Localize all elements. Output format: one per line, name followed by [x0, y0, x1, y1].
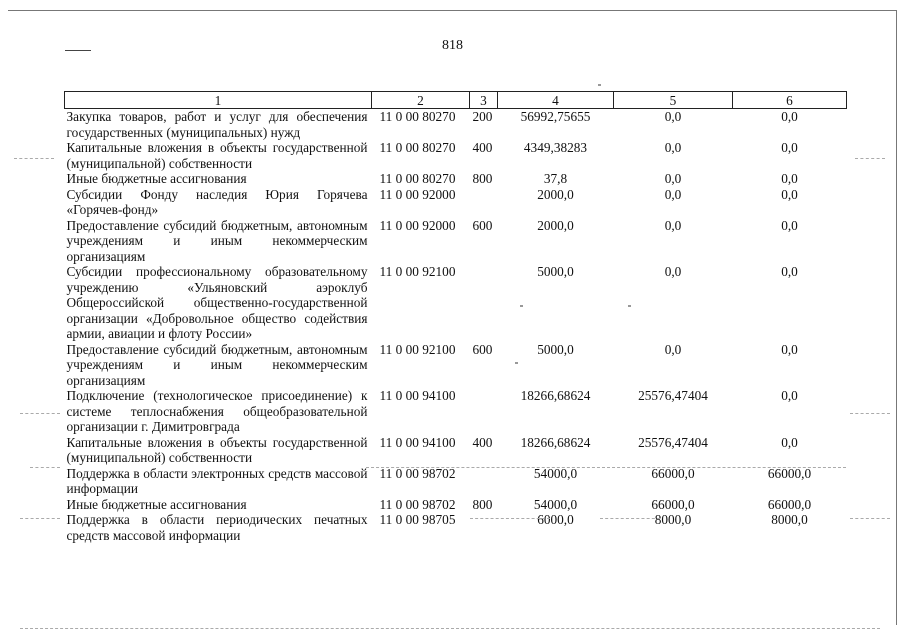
cell-value-col4: 5000,0 [537, 341, 574, 357]
cell-name: Капитальные вложения в объекты государственной (муниципальной) собственности [66, 434, 368, 465]
cell-expense-type [470, 264, 498, 342]
cell-value-col6: 8000,0 [771, 512, 808, 527]
cell-code: 11 0 00 98702 [379, 496, 456, 512]
cell-code: 11 0 00 92000 [379, 217, 456, 233]
cell-value-col5: 66000,0 [651, 496, 695, 512]
table-row [65, 388, 847, 435]
cell-value-col5: 25576,47404 [638, 434, 708, 450]
header-col-2: 2 [372, 92, 470, 109]
scan-artifact [520, 305, 523, 307]
cell-name: Предоставление субсидий бюджетным, автономным учреждениям и иным некоммерческим организациям [66, 217, 368, 264]
table-row [65, 342, 847, 389]
header-col-6: 6 [733, 92, 847, 109]
table-header-row [65, 92, 847, 109]
header-col-5: 5 [614, 92, 733, 109]
cell-expense-type: 400 [472, 140, 493, 155]
cell-code: 11 0 00 80270 [379, 140, 456, 155]
cell-code: 11 0 00 92000 [379, 186, 456, 202]
cell-code: 11 0 00 98702 [379, 465, 456, 481]
cell-value-col4: 56992,75655 [520, 109, 591, 124]
cell-name: Подключение (технологическое присоединение) к системе теплоснабжения общеобразовательной организации г. Димитровграда [66, 388, 368, 434]
cell-code: 11 0 00 94100 [379, 388, 456, 403]
page-number: 818 [442, 38, 463, 53]
cell-code: 11 0 00 98705 [379, 512, 456, 527]
cell-expense-type: 400 [472, 434, 493, 450]
scan-artifact [20, 413, 60, 414]
scan-artifact [366, 467, 846, 468]
cell-name: Субсидии Фонду наследия Юрия Горячева «Горячев-фонд» [66, 186, 368, 217]
scan-artifact [628, 305, 631, 307]
scan-artifact [515, 362, 518, 364]
cell-code: 11 0 00 92100 [379, 264, 456, 279]
scan-artifact [14, 158, 54, 159]
cell-expense-type [470, 466, 498, 497]
cell-expense-type: 200 [472, 109, 493, 124]
cell-value-col5: 25576,47404 [638, 388, 708, 403]
cell-value-col6: 0,0 [781, 140, 798, 155]
table-row [65, 218, 847, 265]
cell-expense-type: 600 [472, 341, 493, 357]
cell-value-col6: 0,0 [781, 341, 798, 357]
cell-expense-type: 600 [472, 217, 493, 233]
cell-value-col6: 0,0 [781, 186, 798, 202]
cell-value-col5: 0,0 [664, 341, 682, 357]
scan-artifact [30, 467, 60, 468]
cell-value-col4: 54000,0 [533, 496, 578, 512]
header-col-4: 4 [498, 92, 614, 109]
cell-value-col5: 0,0 [664, 264, 682, 279]
table-row [65, 497, 847, 513]
cell-value-col4: 2000,0 [537, 217, 574, 233]
cell-value-col5: 66000,0 [651, 465, 695, 481]
cell-name: Субсидии профессиональному образовательному учреждению «Ульяновский аэроклуб Общероссийской общественно-государственной организации «Добровольное общество содействия армии, авиации и флоту России» [66, 264, 368, 341]
cell-name: Иные бюджетные ассигнования [66, 496, 247, 512]
cell-value-col4: 18266,68624 [520, 434, 591, 450]
header-col-3: 3 [470, 92, 498, 109]
cell-value-col4: 4349,38283 [523, 140, 588, 155]
cell-code: 11 0 00 80270 [379, 109, 456, 124]
cell-expense-type [470, 187, 498, 218]
cell-code: 11 0 00 92100 [379, 341, 456, 357]
page-border-top [8, 10, 897, 11]
cell-value-col4: 5000,0 [537, 264, 574, 279]
cell-value-col5: 0,0 [664, 140, 682, 155]
table-row [65, 264, 847, 342]
header-col-1: 1 [65, 92, 372, 109]
cell-value-col6: 0,0 [781, 264, 798, 279]
cell-value-col6: 66000,0 [767, 496, 812, 512]
table-row [65, 187, 847, 218]
table-row [65, 512, 847, 543]
table-row [65, 140, 847, 171]
table-row [65, 466, 847, 497]
table-row [65, 435, 847, 466]
scan-artifact [850, 518, 890, 519]
cell-name: Иные бюджетные ассигнования [66, 171, 247, 186]
cell-value-col4: 2000,0 [537, 186, 574, 202]
cell-value-col5: 0,0 [664, 217, 682, 233]
cell-value-col5: 0,0 [664, 171, 682, 186]
cell-name: Поддержка в области периодических печатных средств массовой информации [66, 512, 368, 543]
cell-value-col4: 54000,0 [533, 465, 578, 481]
cell-value-col5: 0,0 [664, 186, 682, 202]
cell-value-col6: 0,0 [781, 217, 798, 233]
scan-artifact [850, 413, 890, 414]
cell-value-col6: 0,0 [781, 109, 798, 124]
cell-expense-type: 800 [472, 171, 493, 186]
table-row [65, 171, 847, 187]
scan-artifact [600, 518, 660, 519]
cell-name: Закупка товаров, работ и услуг для обеспечения государственных (муниципальных) нужд [66, 109, 368, 140]
scan-artifact [20, 518, 60, 519]
cell-value-col4: 18266,68624 [520, 388, 591, 403]
cell-name: Капитальные вложения в объекты государственной (муниципальной) собственности [66, 140, 368, 171]
cell-value-col5: 0,0 [664, 109, 682, 124]
cell-value-col6: 0,0 [781, 171, 798, 186]
scan-artifact [598, 84, 601, 86]
cell-expense-type [470, 512, 498, 543]
cell-name: Поддержка в области электронных средств массовой информации [66, 465, 368, 496]
scan-artifact [470, 518, 550, 519]
table-row [65, 109, 847, 141]
cell-value-col5: 8000,0 [654, 512, 692, 527]
cell-code: 11 0 00 80270 [379, 171, 456, 186]
cell-value-col4: 37,8 [543, 171, 568, 186]
budget-table [64, 91, 847, 543]
cell-name: Предоставление субсидий бюджетным, автономным учреждениям и иным некоммерческим организациям [66, 341, 368, 388]
scan-artifact [855, 158, 885, 159]
cell-value-col6: 0,0 [781, 388, 798, 403]
cell-value-col6: 66000,0 [767, 465, 812, 481]
scan-artifact [20, 628, 880, 629]
cell-value-col4: 6000,0 [537, 512, 574, 527]
page-border-right [896, 10, 897, 625]
cell-value-col6: 0,0 [781, 434, 798, 450]
cell-code: 11 0 00 94100 [379, 434, 456, 450]
cell-expense-type [470, 388, 498, 435]
cell-expense-type: 800 [472, 496, 493, 512]
